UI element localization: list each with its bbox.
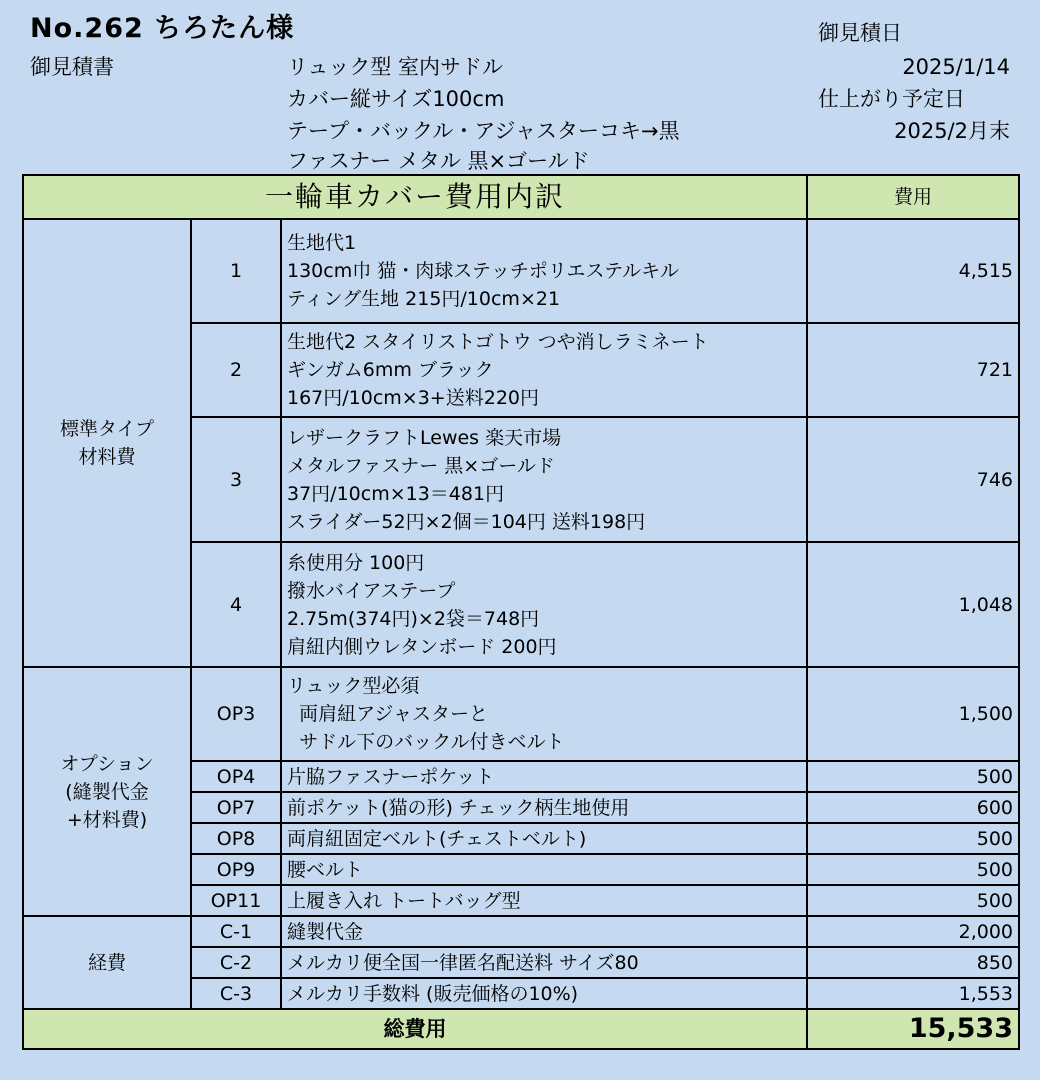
item-cost: 500 [807, 854, 1019, 885]
item-description [281, 947, 807, 978]
category-cell-expenses [23, 916, 191, 1009]
description-line: 両肩紐アジャスターと [287, 703, 488, 725]
description-line: 生地代1 [287, 232, 357, 254]
description-line: リュック型必須 [287, 675, 420, 697]
description-line: 2.75m(374円)×2袋＝748円 [287, 607, 540, 630]
item-number: C-1 [191, 916, 281, 947]
spec-line: ファスナー メタル 黒×ゴールド [287, 149, 590, 172]
total-label: 総費用 [23, 1009, 807, 1049]
category-label-line: オプション [60, 752, 154, 775]
item-description [281, 978, 807, 1009]
description-line: 撥水バイアステープ [287, 579, 456, 602]
description-line: メタルファスナー 黒×ゴールド [287, 454, 555, 477]
description-line: 片脇ファスナーポケット [287, 765, 495, 788]
item-number: 4 [191, 542, 281, 667]
item-cost: 500 [807, 761, 1019, 792]
description-line: 167円/10cm×3+送料220円 [287, 387, 539, 409]
item-description [281, 916, 807, 947]
due-date: 2025/2月末 [894, 119, 1010, 143]
description-line: サドル下のバックル付きベルト [287, 731, 565, 753]
table-row [23, 916, 1019, 947]
item-cost: 2,000 [807, 916, 1019, 947]
item-cost: 721 [807, 323, 1019, 417]
table-row [23, 667, 1019, 761]
page-title: No.262 ちろたん様 [30, 13, 295, 44]
cost-breakdown-table [22, 174, 1020, 1050]
spec-line: リュック型 室内サドル [287, 55, 504, 79]
item-number: C-2 [191, 947, 281, 978]
item-cost: 850 [807, 947, 1019, 978]
description-line: 腰ベルト [287, 858, 364, 881]
estimate-date-label: 御見積日 [818, 21, 902, 45]
cost-column-heading: 費用 [807, 175, 1019, 219]
description-line: レザークラフトLewes 楽天市場 [287, 426, 562, 449]
total-row [23, 1009, 1019, 1049]
category-label-line: 材料費 [78, 446, 136, 468]
description-line: スライダー52円×2個＝104円 送料198円 [287, 510, 646, 533]
item-description [281, 761, 807, 792]
item-number: OP3 [191, 667, 281, 761]
description-line: 糸使用分 100円 [287, 551, 425, 574]
description-line: 肩紐内側ウレタンボード 200円 [287, 635, 557, 658]
item-number: OP4 [191, 761, 281, 792]
description-line: メルカリ便全国一律匿名配送料 サイズ80 [287, 951, 639, 974]
category-cell-standard-materials [23, 219, 191, 667]
item-number: C-3 [191, 978, 281, 1009]
description-line: 前ポケット(猫の形) チェック柄生地使用 [287, 796, 630, 819]
item-description [281, 823, 807, 854]
item-description [281, 323, 807, 417]
spec-line: カバー縦サイズ100cm [287, 87, 505, 111]
item-cost: 1,553 [807, 978, 1019, 1009]
table-heading: 一輪車カバー費用内訳 [23, 175, 807, 219]
item-number: OP9 [191, 854, 281, 885]
item-description [281, 885, 807, 916]
item-cost: 746 [807, 417, 1019, 542]
item-number: OP8 [191, 823, 281, 854]
estimate-date: 2025/1/14 [902, 55, 1010, 79]
item-cost: 1,500 [807, 667, 1019, 761]
due-date-label: 仕上がり予定日 [818, 87, 965, 111]
item-number: 1 [191, 219, 281, 323]
category-label-line: 経費 [87, 951, 126, 974]
description-line: 37円/10cm×13＝481円 [287, 482, 505, 505]
description-line: 生地代2 スタイリストゴトウ つや消しラミネート [287, 331, 709, 353]
item-cost: 500 [807, 823, 1019, 854]
item-cost: 4,515 [807, 219, 1019, 323]
description-line: 縫製代金 [287, 920, 364, 943]
description-line: ティング生地 215円/10cm×21 [287, 288, 561, 310]
category-label-line: 標準タイプ [59, 418, 155, 440]
item-description [281, 667, 807, 761]
description-line: 上履き入れ トートバッグ型 [287, 889, 521, 912]
table-header-row [23, 175, 1019, 219]
item-number: OP7 [191, 792, 281, 823]
total-value: 15,533 [807, 1009, 1019, 1049]
description-line: 130cm巾 猫・肉球ステッチポリエステルキル [287, 260, 679, 282]
item-description [281, 854, 807, 885]
description-line: ギンガム6mm ブラック [287, 359, 494, 381]
item-cost: 500 [807, 885, 1019, 916]
category-label-line: +材料費) [66, 808, 148, 831]
item-number: OP11 [191, 885, 281, 916]
table-row [23, 219, 1019, 323]
item-number: 3 [191, 417, 281, 542]
category-cell-options [23, 667, 191, 916]
item-description [281, 417, 807, 542]
item-cost: 600 [807, 792, 1019, 823]
item-number: 2 [191, 323, 281, 417]
item-description [281, 792, 807, 823]
item-cost: 1,048 [807, 542, 1019, 667]
item-description [281, 219, 807, 323]
document-label: 御見積書 [30, 55, 114, 79]
description-line: メルカリ手数料 (販売価格の10%) [287, 982, 579, 1005]
spec-line: テープ・バックル・アジャスターコキ→黒 [287, 119, 680, 143]
item-description [281, 542, 807, 667]
description-line: 両肩紐固定ベルト(チェストベルト) [287, 827, 587, 850]
category-label-line: (縫製代金 [65, 780, 149, 803]
